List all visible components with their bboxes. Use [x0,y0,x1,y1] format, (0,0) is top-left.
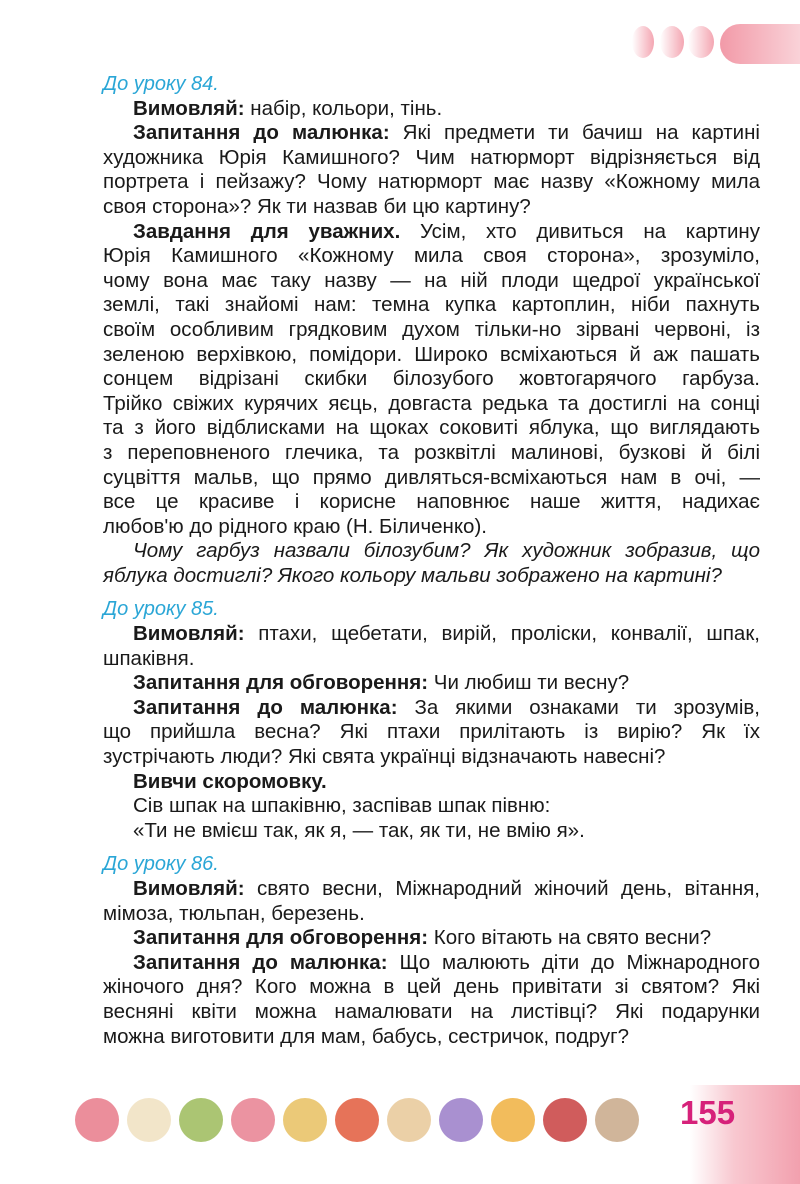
decor-dot [688,26,714,58]
decor-icon [439,1098,483,1142]
text-line [103,1000,760,1025]
line-text: птахи, щебетати, вирій, проліски, конвалії, шпак, [244,622,760,646]
line-text: зеленою верхівкою, помідори. Широко всміхаються й аж пашать [103,342,760,366]
text-line [103,490,760,515]
lesson-heading: До уроку 85. [103,598,219,621]
line-text: та з його відблисками на щоках соковиті яблука, що виглядають [103,416,760,440]
text-line [103,794,760,819]
decor-icon [75,1098,119,1142]
decor-dot [632,26,654,58]
decor-icon [387,1098,431,1142]
line-text: зустрічають люди? Які свята українці відзначають навесні? [103,745,666,769]
text-line [103,293,760,318]
text-line [103,926,760,951]
text-line [103,170,760,195]
text-line [103,97,760,122]
line-text: Що малюють діти до Міжнародного [387,950,760,974]
decor-icon [595,1098,639,1142]
text-line [103,244,760,269]
lesson-section [103,588,760,843]
line-text: можна виготовити для мам, бабусь, сестричок, подруг? [103,1024,630,1048]
text-line [103,622,760,647]
decor-icon [491,1098,535,1142]
text-line [103,539,760,564]
lesson-section [103,72,760,588]
text-line [103,647,760,672]
line-text: сонцем відрізані скибки білозубого жовтогарячого гарбуза. [103,367,760,391]
line-text: що прийшла весна? Які птахи прилітають із вирію? Як їх [103,720,760,744]
text-line [103,564,760,589]
bold-label: Завдання для уважних. [133,219,401,243]
lesson-heading: До уроку 86. [103,853,219,876]
line-text: чому вона має таку назву — на ній плоди щедрої української [103,268,760,292]
line-text: своїм особливим грядковим духом тільки-но зірвані червоні, із [103,317,760,341]
text-line [103,220,760,245]
text-line [103,951,760,976]
decor-icon [179,1098,223,1142]
line-text: свято весни, Міжнародний жіночий день, вітання, [244,877,760,900]
bold-label: Вимовляй: [133,96,245,120]
text-line [103,269,760,294]
text-line [103,392,760,417]
text-line [103,877,760,902]
decor-pill [720,24,800,64]
text-line [103,416,760,441]
text-line [103,770,760,795]
line-text: мімоза, тюльпан, березень. [103,901,365,925]
text-line [103,902,760,927]
decorative-illustrations [75,1098,639,1142]
bold-label: Запитання до малюнка: [133,695,398,719]
decor-icon [283,1098,327,1142]
line-text: своя сторона»? Як ти назвав би цю картину? [103,194,531,218]
line-text: Кого вітають на свято весни? [428,926,712,950]
text-line [103,367,760,392]
page-number: 155 [680,1094,736,1131]
page-content [103,68,760,1049]
bold-label: Вивчи скоромовку. [133,769,327,793]
line-text: «Ти не вмієш так, як я, — так, як ти, не вмію я». [133,818,585,842]
line-text: портрета і пейзажу? Чому натюрморт має назву «Кожному мила [103,170,760,194]
line-text: суцвіття мальв, що прямо дивляться-всміхаються нам в очі, — [103,465,760,489]
text-line [103,720,760,745]
text-line [103,195,760,220]
line-text: любов'ю до рідного краю (Н. Біличенко). [103,514,487,538]
bold-label: Вимовляй: [133,877,245,900]
text-line [103,515,760,540]
bold-label: Запитання для обговорення: [133,926,429,950]
text-line [103,441,760,466]
text-line [103,343,760,368]
text-line [103,146,760,171]
text-line [103,121,760,146]
line-text: шпаківня. [103,646,195,670]
text-line [103,466,760,491]
line-text: все це красиве і корисне наповнює наше життя, надихає [103,490,760,514]
line-text: набір, кольори, тінь. [244,96,443,120]
text-line [103,975,760,1000]
lesson-section [103,843,760,1049]
bold-label: Запитання до малюнка: [133,950,388,974]
line-text: Чи любиш ти весну? [428,671,630,695]
line-text: Які предмети ти бачиш на картині [389,121,760,145]
decor-dot [660,26,684,58]
text-line [103,745,760,770]
line-text: За якими ознаками ти зрозумів, [397,695,760,719]
decor-icon [335,1098,379,1142]
bold-label: Запитання для обговорення: [133,671,429,695]
decor-icon [231,1098,275,1142]
bold-label: Запитання до малюнка: [133,121,390,145]
text-line [103,819,760,844]
line-text: Чому гарбуз назвали білозубим? Як художник зобразив, що [133,539,760,563]
line-text: художника Юрія Камишного? Чим натюрморт відрізняється від [103,145,760,169]
lesson-heading: До уроку 84. [103,73,219,95]
line-text: землі, такі знайомі нам: темна купка картоплин, ніби пахнуть [103,293,760,317]
line-text: Сів шпак на шпаківню, заспівав шпак півню: [133,794,551,818]
line-text: Юрія Камишного «Кожному мила своя сторона», зрозуміло, [103,244,760,268]
line-text: Усім, хто дивиться на картину [400,219,760,243]
text-line [103,696,760,721]
text-line [103,671,760,696]
line-text: Трійко свіжих курячих яєць, довгаста редька та достиглі на сонці [103,391,760,415]
bold-label: Вимовляй: [133,622,245,646]
decor-icon [543,1098,587,1142]
line-text: весняні квіти можна намалювати на листівці? Які подарунки [103,999,760,1023]
line-text: з переповненого глечика, та розквітлі малинові, бузкові й білі [103,440,760,464]
line-text: жіночого дня? Кого можна в цей день привітати зі святом? Які [103,975,760,999]
decor-icon [127,1098,171,1142]
line-text: яблука достиглі? Якого кольору мальви зображено на картині? [103,563,722,587]
text-line [103,1025,760,1050]
text-line [103,318,760,343]
